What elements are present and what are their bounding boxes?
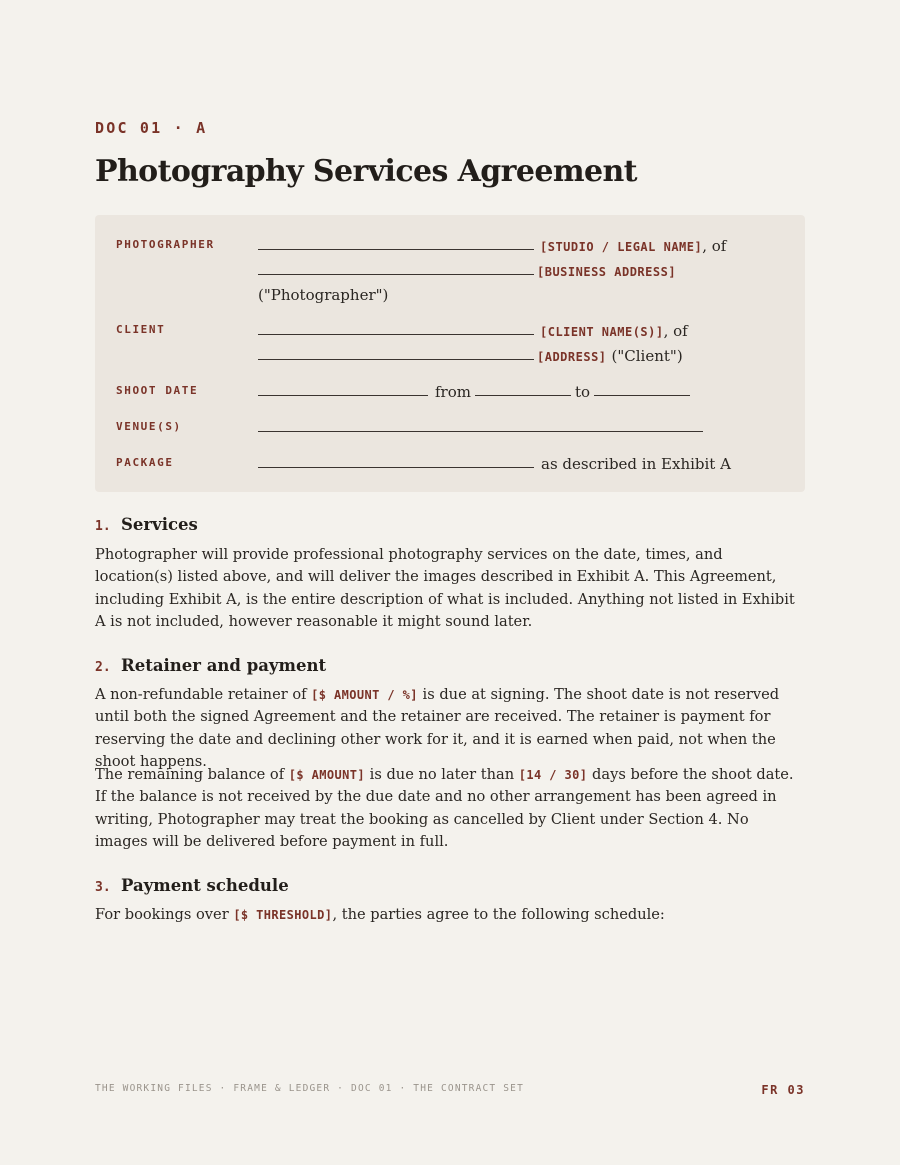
- venue-label: VENUE(S): [116, 420, 182, 433]
- text: For bookings over: [95, 906, 234, 923]
- section-2-number: 2.: [95, 660, 111, 675]
- text: , the parties agree to the following schedule:: [332, 906, 665, 923]
- to-text: to: [574, 383, 591, 401]
- section-1-body: Photographer will provide professional photography services on the date, times, and location(s) listed above, and will deliver the images described in Exhibit A. This Agreement, including Exhibit A, is the entire description of what is included. Anything not listed in Exhibit A is not included, however reasonable it might sound later.: [95, 546, 795, 631]
- section-2-title: Retainer and payment: [121, 656, 327, 675]
- photographer-definition: [258, 282, 388, 304]
- section-2-paragraph-1: [95, 684, 805, 774]
- venue-blank[interactable]: [258, 430, 703, 432]
- package-suffix: as described in Exhibit A: [541, 455, 731, 473]
- studio-name-tag: [STUDIO / LEGAL NAME]: [540, 240, 703, 254]
- section-3-number: 3.: [95, 880, 111, 895]
- text: is due no later than: [365, 766, 519, 783]
- section-2-heading: [95, 656, 326, 675]
- client-label: CLIENT: [116, 323, 166, 336]
- balance-amount-tag: [$ AMOUNT]: [288, 768, 366, 782]
- text: A non-refundable retainer of: [95, 686, 312, 703]
- client-name-row: [258, 318, 688, 340]
- doc-id: DOC 01 · A: [95, 119, 208, 137]
- end-time-blank[interactable]: [594, 394, 690, 396]
- page-title: Photography Services Agreement: [95, 154, 637, 189]
- package-row: [258, 451, 731, 473]
- client-name-blank[interactable]: [258, 333, 534, 335]
- text: is due at signing. The shoot date is not reserved until both the signed Agreement and the retainer are received. The retainer is payment for reserving the date and declining other work for it, and it is earned when paid, not when the shoot happens.: [95, 686, 780, 771]
- client-address-tag: [ADDRESS]: [537, 350, 607, 364]
- section-1-title: Services: [121, 515, 198, 534]
- photographer-def-text: ("Photographer"): [258, 286, 389, 304]
- studio-name-blank[interactable]: [258, 248, 534, 250]
- section-3-body: [95, 904, 805, 926]
- package-label: PACKAGE: [116, 456, 174, 469]
- section-1-heading: [95, 515, 198, 534]
- parties-panel: [95, 215, 805, 492]
- start-time-blank[interactable]: [475, 394, 571, 396]
- photographer-name-row: [258, 233, 726, 255]
- client-of-text: , of: [663, 322, 688, 340]
- section-1-number: 1.: [95, 519, 111, 534]
- client-def-text: ("Client"): [611, 347, 683, 365]
- business-address-row: [258, 258, 676, 280]
- days-tag: [14 / 30]: [518, 768, 588, 782]
- shoot-date-row: [258, 379, 690, 401]
- threshold-tag: [$ THRESHOLD]: [233, 908, 333, 922]
- photographer-of-text: , of: [702, 237, 727, 255]
- section-3-heading: [95, 876, 289, 895]
- page-number: FR 03: [761, 1083, 805, 1097]
- footer-credit: THE WORKING FILES · FRAME & LEDGER · DOC 01 · THE CONTRACT SET: [95, 1083, 525, 1094]
- business-address-blank[interactable]: [258, 273, 534, 275]
- venue-row: [258, 415, 703, 437]
- text: The remaining balance of: [95, 766, 289, 783]
- package-blank[interactable]: [258, 466, 534, 468]
- photographer-label: PHOTOGRAPHER: [116, 238, 215, 251]
- from-text: from: [435, 383, 471, 401]
- text: days before the shoot date. If the balance is not received by the due date and no other arrangement has been agreed in writing, Photographer may treat the booking as cancelled by Client under Section 4. No images will be delivered before payment in full.: [95, 766, 794, 851]
- business-address-tag: [BUSINESS ADDRESS]: [537, 265, 677, 279]
- client-address-row: [258, 343, 683, 365]
- client-name-tag: [CLIENT NAME(S)]: [540, 325, 664, 339]
- section-2-paragraph-2: [95, 764, 805, 854]
- shoot-date-label: SHOOT DATE: [116, 384, 199, 397]
- shoot-date-blank[interactable]: [258, 394, 428, 396]
- client-address-blank[interactable]: [258, 358, 534, 360]
- retainer-amount-tag: [$ AMOUNT / %]: [311, 688, 418, 702]
- section-3-title: Payment schedule: [121, 876, 289, 895]
